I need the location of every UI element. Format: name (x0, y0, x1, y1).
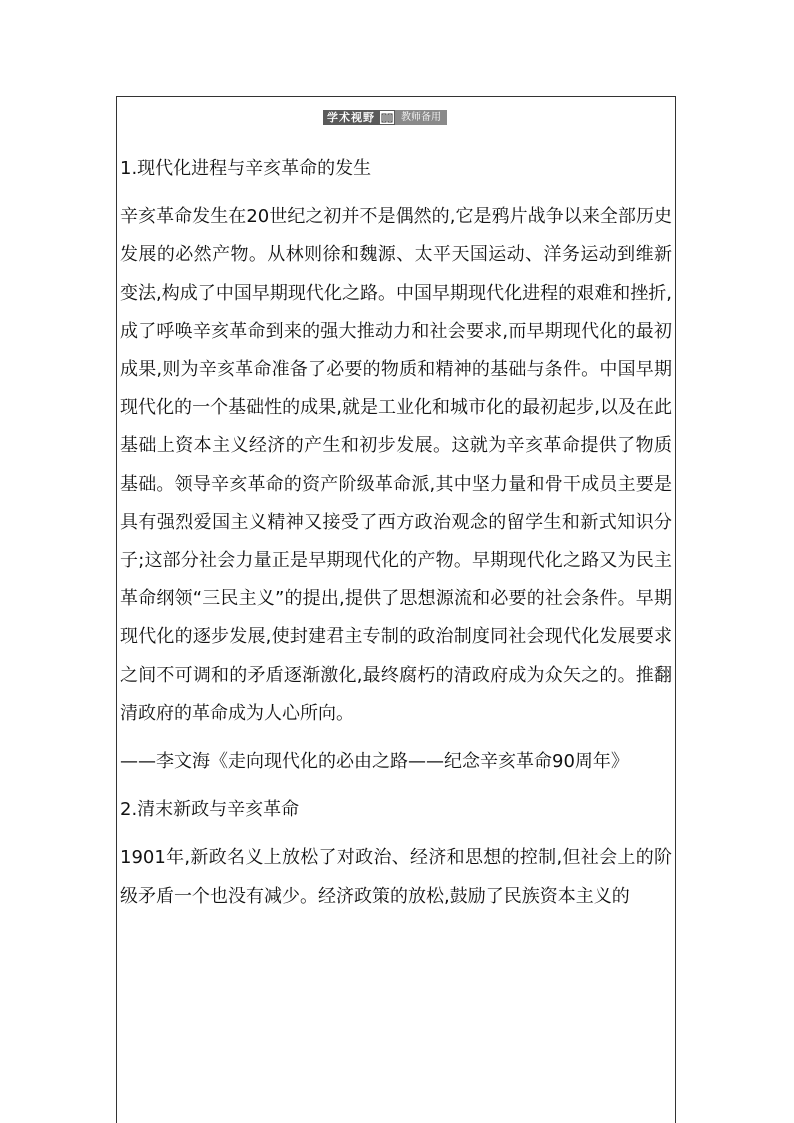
section-heading: 2.清末新政与辛亥革命 (120, 799, 300, 821)
book-icon (379, 110, 395, 125)
badge-subtitle: 教师备用 (395, 110, 447, 125)
document-body (120, 150, 672, 916)
section-paragraph: 1901年,新政名义上放松了对政治、经济和思想的控制,但社会上的阶级矛盾一个也没有减少。经济政策的放松,鼓励了民族资本主义的 (120, 847, 672, 907)
section-badge (323, 110, 447, 125)
section-heading: 1.现代化进程与辛亥革命的发生 (120, 158, 372, 179)
citation: ——李文海《走向现代化的必由之路——纪念辛亥革命90周年》 (120, 751, 629, 773)
section-paragraph: 辛亥革命发生在20世纪之初并不是偶然的,它是鸦片战争以来全部历史发展的必然产物。从林则徐和魏源、太平天国运动、洋务运动到维新变法,构成了中国早期现代化之路。中国早期现代化进程的艰难和挫折,成了呼唤辛亥革命到来的强大推动力和社会要求,而早期现代化的最初成果,则为辛亥革命准备了必要的物质和精神的基础与条件。中国早期现代化的一个基础性的成果,就是工业化和城市化的最初起步,以及在此基础上资本主义经济的产生和初步发展。这就为辛亥革命提供了物质基础。领导辛亥革命的资产阶级革命派,其中坚力量和骨干成员主要是具有强烈爱国主义精神又接受了西方政治观念的留学生和新式知识分子;这部分社会力量正是早期现代化的产物。早期现代化之路又为民主革命纲领“三民主义”的提出,提供了思想源流和必要的社会条件。早期现代化的逐步发展,使封建君主专制的政治制度同社会现代化发展要求之间不可调和的矛盾逐渐激化,最终腐朽的清政府成为众矢之的。推翻清政府的革命成为人心所向。 (120, 206, 672, 724)
badge-title: 学术视野 (323, 110, 379, 125)
